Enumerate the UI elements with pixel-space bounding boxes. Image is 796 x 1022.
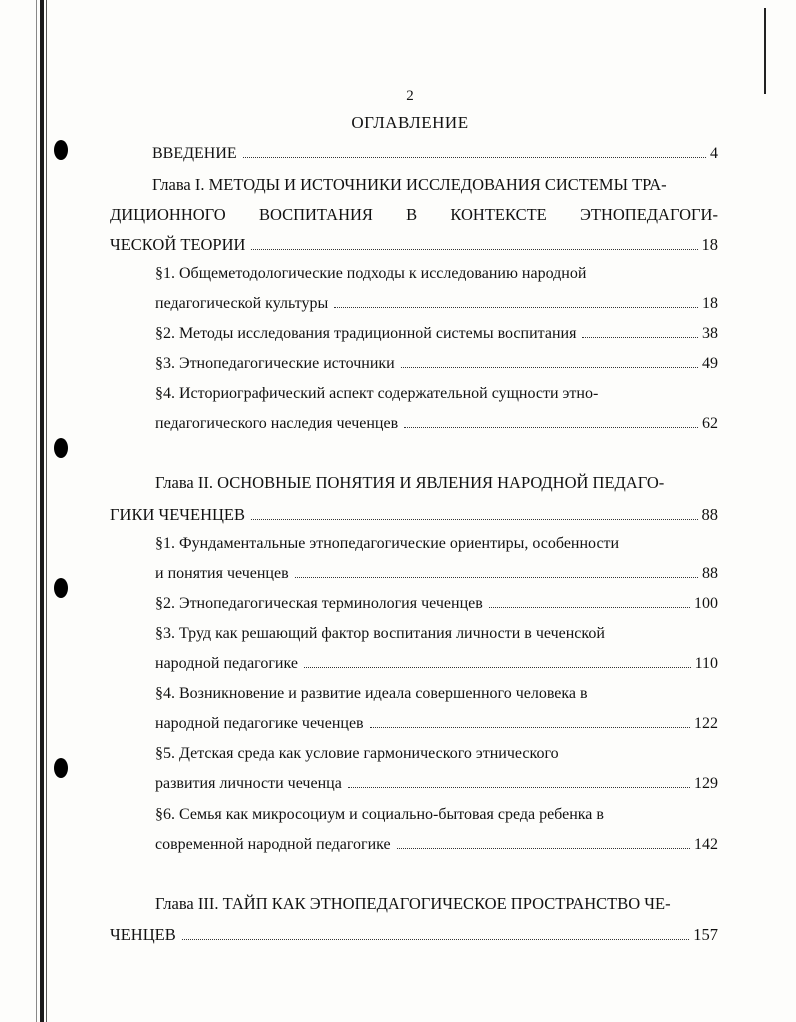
toc-page: 142 [694,836,718,853]
chapter-3-heading-line1: Глава III. ТАЙП КАК ЭТНОПЕДАГОГИЧЕСКОЕ ПРОСТРАНСТВО ЧЕ- [155,894,671,913]
leader-dots [182,939,690,940]
leader-dots [397,848,690,849]
leader-dots [401,367,698,368]
scan-mark [764,8,766,94]
toc-entry-intro[interactable] [152,145,718,163]
leader-dots [348,787,690,788]
leader-dots [370,727,690,728]
toc-page: 122 [694,715,718,732]
toc-page: 49 [702,355,718,372]
toc-page: 18 [702,295,718,312]
toc-label: педагогической культуры [155,295,329,312]
page-number: 2 [406,88,414,104]
toc-label: и понятия чеченцев [155,565,289,582]
leader-dots [251,519,697,520]
section-2-5-line1: §5. Детская среда как условие гармонического этнического [155,745,559,762]
binder-hole [54,438,68,458]
scan-edge-line [36,0,37,1022]
toc-page: 18 [701,235,718,254]
toc-label: народной педагогике чеченцев [155,715,364,732]
toc-label: народной педагогике [155,655,298,672]
chapter-1-heading-line2: ДИЦИОННОГО ВОСПИТАНИЯ В КОНТЕКСТЕ ЭТНОПЕДАГОГИ- [110,205,718,224]
toc-entry-section-2-1[interactable] [155,565,718,583]
leader-dots [295,577,698,578]
binder-hole [54,140,68,160]
toc-label: §2. Этнопедагогическая терминология чеченцев [155,595,483,612]
section-1-4-line1: §4. Историографический аспект содержательной сущности этно- [155,385,599,402]
toc-page: 100 [694,595,718,612]
toc-entry-section-1-3[interactable] [155,355,718,373]
toc-label: педагогического наследия чеченцев [155,415,399,432]
toc-page: 62 [702,415,718,432]
toc-page: 88 [701,505,718,524]
section-1-1-line1: §1. Общеметодологические подходы к исследованию народной [155,265,587,282]
toc-page: 38 [702,325,718,342]
leader-dots [404,427,698,428]
toc-entry-section-2-5[interactable] [155,775,718,793]
toc-entry-chapter-3[interactable] [110,925,718,945]
toc-entry-section-2-2[interactable] [155,595,718,613]
chapter-2-heading-line1: Глава II. ОСНОВНЫЕ ПОНЯТИЯ И ЯВЛЕНИЯ НАРОДНОЙ ПЕДАГО- [155,473,665,492]
page-title: ОГЛАВЛЕНИЕ [351,113,469,132]
binder-hole [54,758,68,778]
leader-dots [304,667,691,668]
toc-label: §3. Этнопедагогические источники [155,355,395,372]
section-2-3-line1: §3. Труд как решающий фактор воспитания личности в чеченской [155,625,605,642]
toc-entry-section-2-6[interactable] [155,836,718,854]
toc-entry-chapter-2[interactable] [110,505,718,525]
toc-label: ГИКИ ЧЕЧЕНЦЕВ [110,505,246,524]
toc-label: ЧЕСКОЙ ТЕОРИИ [110,235,246,254]
section-2-4-line1: §4. Возникновение и развитие идеала совершенного человека в [155,685,588,702]
toc-label: ВВЕДЕНИЕ [152,145,237,162]
toc-page: 110 [694,655,718,672]
toc-entry-section-1-4[interactable] [155,415,718,433]
toc-label: §2. Методы исследования традиционной системы воспитания [155,325,577,342]
toc-entry-section-2-4[interactable] [155,715,718,733]
section-2-1-line1: §1. Фундаментальные этнопедагогические ориентиры, особенности [155,535,620,552]
leader-dots [243,157,706,158]
toc-page: 157 [693,925,718,944]
toc-label: современной народной педагогике [155,836,391,853]
leader-dots [251,249,697,250]
leader-dots [582,337,698,338]
scan-edge [40,0,44,1022]
toc-entry-section-2-3[interactable] [155,655,718,673]
toc-page: 4 [710,145,718,162]
scan-edge-line [46,0,47,1022]
leader-dots [334,307,698,308]
chapter-1-heading-line1: Глава I. МЕТОДЫ И ИСТОЧНИКИ ИССЛЕДОВАНИЯ СИСТЕМЫ ТРА- [152,175,667,194]
leader-dots [489,607,690,608]
toc-label: ЧЕНЦЕВ [110,925,176,944]
toc-label: развития личности чеченца [155,775,342,792]
toc-entry-section-1-1[interactable] [155,295,718,313]
toc-page: 88 [702,565,718,582]
toc-entry-chapter-1[interactable] [110,235,718,255]
toc-page: 129 [694,775,718,792]
section-2-6-line1: §6. Семья как микросоциум и социально-бытовая среда ребенка в [155,806,604,823]
binder-hole [54,578,68,598]
toc-entry-section-1-2[interactable] [155,325,718,343]
